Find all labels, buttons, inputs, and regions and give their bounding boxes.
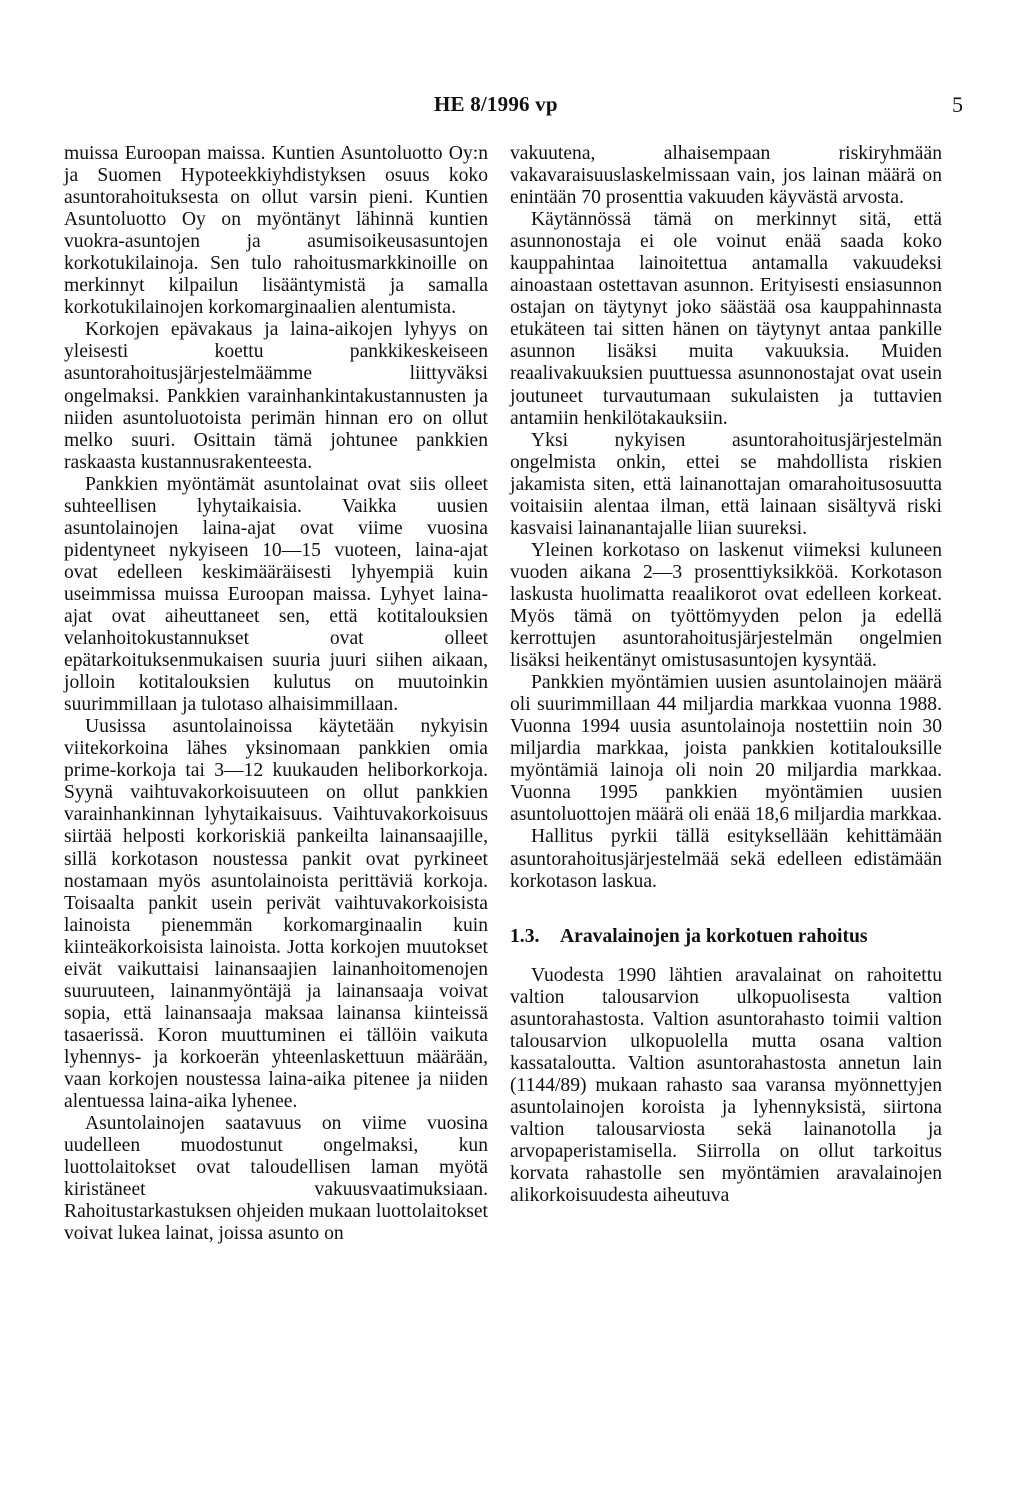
paragraph: Korkojen epävakaus ja laina-aikojen lyhyys on yleisesti koettu pankkikeskeiseen asuntorahoitusjärjestelmäämme liittyväksi ongelmaksi. Pankkien varainhankintakustannusten ja niiden asuntoluotoista perimän hinnan ero on ollut melko suuri. Osittain tämä johtunee pankkien raskaasta kustannusrakenteesta.	[64, 319, 488, 473]
page-number: 5	[952, 92, 963, 117]
page-header	[0, 92, 1024, 124]
document-title: HE 8/1996 vp	[434, 92, 558, 116]
section-number: 1.3.	[510, 925, 540, 947]
section-heading	[510, 926, 942, 948]
paragraph: Yleinen korkotaso on laskenut viimeksi kuluneen vuoden aikana 2—3 prosenttiyksikköä. Korkotason laskusta huolimatta reaalikorot ovat edelleen korkeat. Myös tämä on työttömyyden pelon ja edellä kerrottujen asuntorahoitusjärjestelmän ongelmien lisäksi heikentänyt omistusasuntojen kysyntää.	[510, 539, 942, 672]
paragraph: vakuutena, alhaisempaan riskiryhmään vakavaraisuuslaskelmissaan vain, jos lainan määrä on enintään 70 prosenttia vakuuden käyvästä arvosta.	[510, 143, 942, 209]
paragraph: Pankkien myöntämien uusien asuntolainojen määrä oli suurimmillaan 44 miljardia markkaa vuonna 1988. Vuonna 1994 uusia asuntolainoja nostettiin noin 30 miljardia markkaa, joista pankkien kotitalouksille myöntämiä lainoja oli noin 20 miljardia markkaa. Vuonna 1995 pankkien myöntämien uusien asuntoluottojen määrä oli enää 18,6 miljardia markkaa.	[510, 672, 943, 826]
section-title: Aravalainojen ja korkotuen rahoitus	[560, 925, 868, 947]
right-column	[510, 143, 942, 1207]
paragraph: Yksi nykyisen asuntorahoitusjärjestelmän ongelmista onkin, ettei se mahdollista riskien jakamista siten, että lainanottajan omarahoitusosuutta voitaisiin alentaa ilman, että lainaan sisältyvä riski kasvaisi lainanantajalle liian suureksi.	[510, 429, 942, 539]
paragraph: muissa Euroopan maissa. Kuntien Asuntoluotto Oy:n ja Suomen Hypoteekkiyhdistyksen osuus koko asuntorahoituksesta on ollut varsin pieni. Kuntien Asuntoluotto Oy on myöntänyt lähinnä kuntien vuokra-asuntojen ja asumisoikeusasuntojen korkotukilainoja. Sen tulo rahoitusmarkkinoille on merkinnyt kilpailun lisääntymistä ja samalla korkotukilainojen korkomarginaalien alentumista.	[64, 143, 488, 319]
paragraph: Hallitus pyrkii tällä esityksellään kehittämään asuntorahoitusjärjestelmää sekä edelleen edistämään korkotason laskua.	[510, 826, 942, 892]
paragraph: Asuntolainojen saatavuus on viime vuosina uudelleen muodostunut ongelmaksi, kun luottolaitokset ovat taloudellisen laman myötä kiristäneet vakuusvaatimuksiaan. Rahoitustarkastuksen ohjeiden mukaan luottolaitokset voivat lukea lainat, joissa asunto on	[64, 1113, 488, 1245]
left-column	[64, 143, 488, 1245]
paragraph: Uusissa asuntolainoissa käytetään nykyisin viitekorkoina lähes yksinomaan pankkien omia prime-korkoja tai 3—12 kuukauden heliborkorkoja. Syynä vaihtuvakorkoisuuteen on ollut pankkien varainhankinnan lyhytaikaisuus. Vaihtuvakorkoisuus siirtää helposti korkoriskiä pankeilta lainansaajille, sillä korkotason noustessa pankit ovat pyrkineet nostamaan myös asuntolainoista perittäviä korkoja. Toisaalta pankit usein perivät vaihtuvakorkoisista lainoista pienemmän korkomarginaalin kuin kiinteäkorkoisista lainoista. Jotta korkojen muutokset eivät vaikuttaisi lainansaajien lainanhoitomenojen suuruuteen, lainanmyöntäjä ja lainansaaja voivat sopia, että lainansaaja maksaa lainansa kiinteissä tasaerissä. Koron muuttuminen ei tällöin vaikuta lyhennys- ja korkoerän yhteenlaskettuun määrään, vaan korkojen noustessa laina-aika pitenee ja niiden alentuessa laina-aika lyhenee.	[64, 716, 488, 1113]
paragraph: Käytännössä tämä on merkinnyt sitä, että asunnonostaja ei ole voinut enää saada koko kauppahintaa lainoitettua antamalla vakuudeksi ainoastaan ostettavan asunnon. Erityisesti ensiasunnon ostajan on täytynyt joko säästää osa kauppahinnasta etukäteen tai sitten hänen on täytynyt antaa pankille asunnon lisäksi muita vakuuksia. Muiden reaalivakuuksien puuttuessa asunnonostajat ovat usein joutuneet turvautumaan sukulaisten ja tuttavien antamiin henkilötakauksiin.	[510, 209, 942, 429]
paragraph: Pankkien myöntämät asuntolainat ovat siis olleet suhteellisen lyhytaikaisia. Vaikka uusien asuntolainojen laina-ajat ovat viime vuosina pidentyneet nykyiseen 10—15 vuoteen, laina-ajat ovat edelleen keskimääräisesti lyhyempiä kuin useimmissa muissa Euroopan maissa. Lyhyet laina-ajat ovat aiheuttaneet sen, että kotitalouksien velanhoitokustannukset ovat olleet epätarkoituksenmukaisen suuria juuri siihen aikaan, jolloin kotitalouksien kulutus on muutoinkin suurimmillaan ja tulotaso alhaisimmillaan.	[64, 473, 488, 716]
paragraph: Vuodesta 1990 lähtien aravalainat on rahoitettu valtion talousarvion ulkopuolisesta valtion asuntorahastosta. Valtion asuntorahasto toimii valtion talousarvion ulkopuolella mutta osana valtion kassataloutta. Valtion asuntorahastosta annetun lain (1144/89) mukaan rahasto saa varansa myönnettyjen asuntolainojen koroista ja lyhennyksistä, siirtona valtion talousarviosta sekä lainanotolla ja arvopaperistamisella. Siirrolla on ollut tarkoitus korvata rahastolle sen myöntämien aravalainojen alikorkoisuudesta aiheutuva	[510, 964, 942, 1207]
